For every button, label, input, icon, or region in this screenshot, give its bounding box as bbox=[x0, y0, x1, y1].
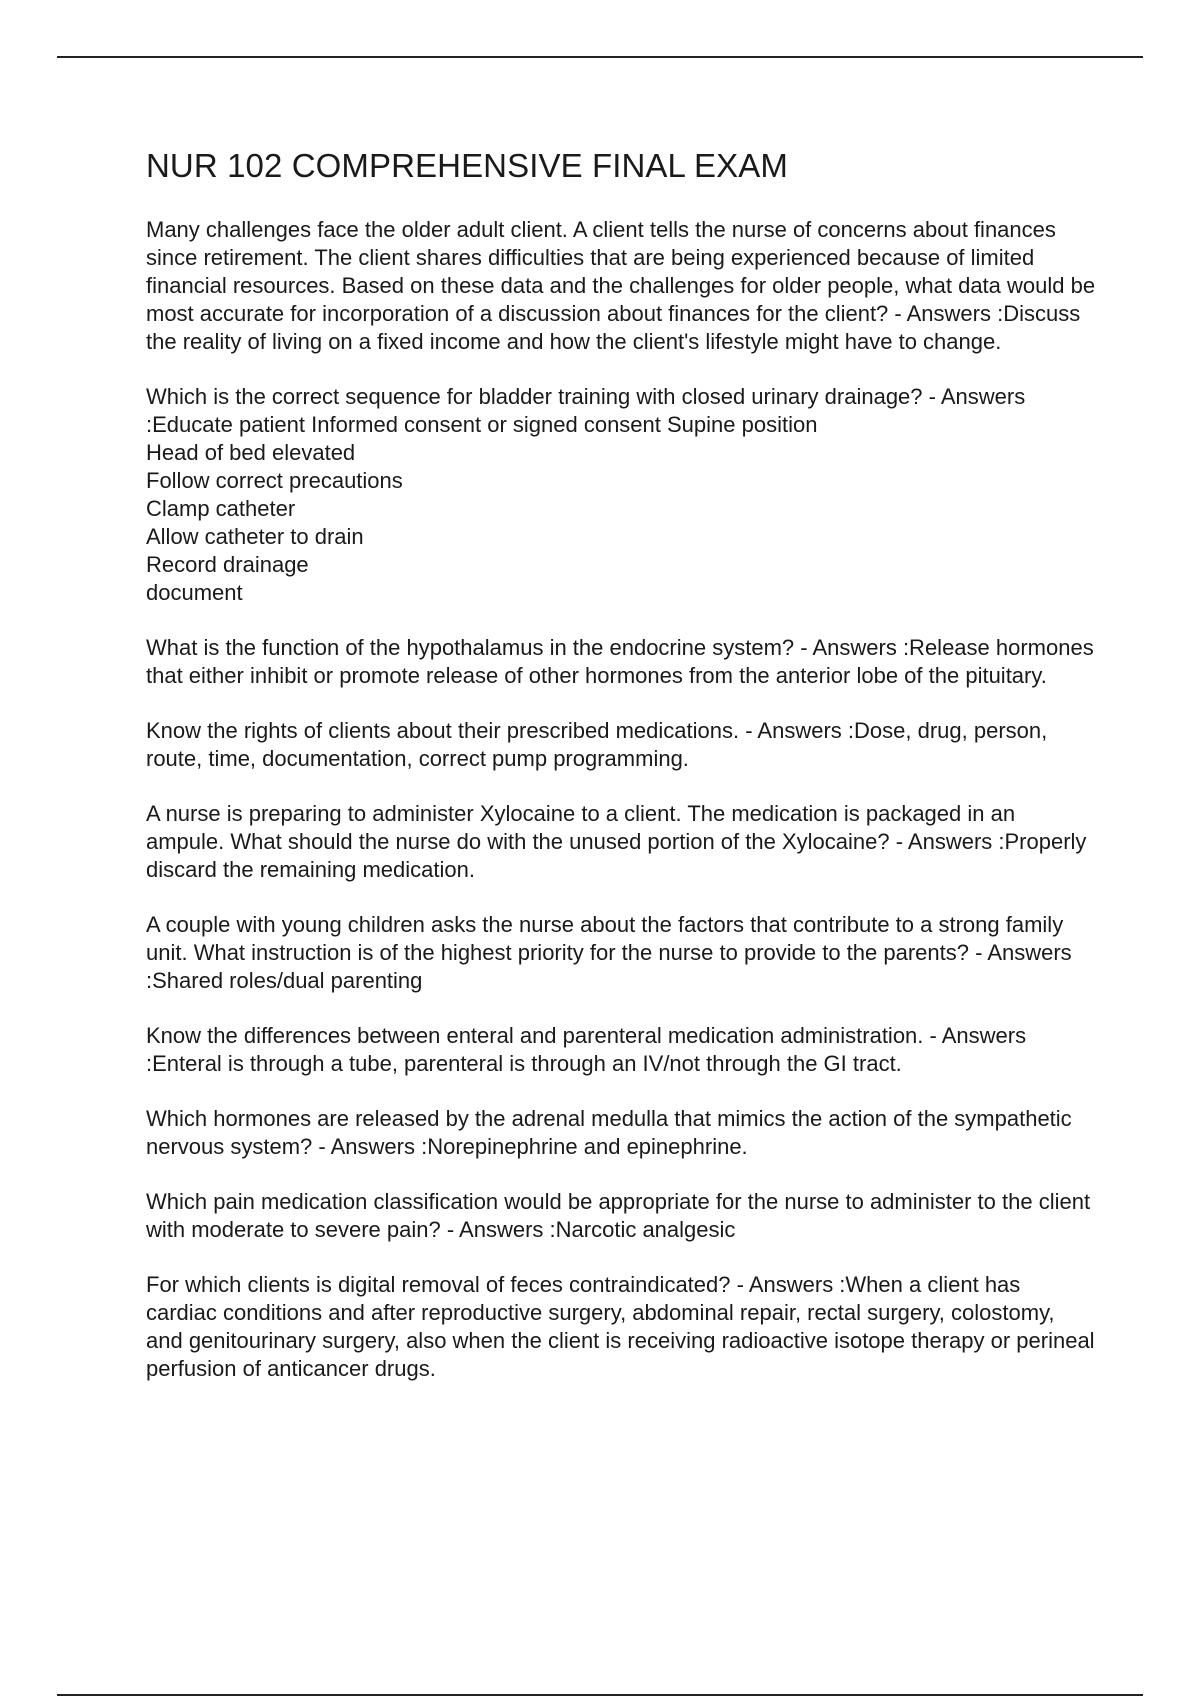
qa-item-5: A nurse is preparing to administer Xylocaine to a client. The medication is packaged in an ampule. What should the nurse do with the unused portion of the Xylocaine? - Answers :Properly discard the remaining medication. bbox=[146, 801, 1087, 882]
document-body bbox=[146, 140, 1096, 1410]
bottom-divider bbox=[57, 1694, 1143, 1696]
qa-item-8: Which hormones are released by the adrenal medulla that mimics the action of the sympathetic nervous system? - Answers :Norepinephrine and epinephrine. bbox=[146, 1106, 1072, 1159]
qa-item-6: A couple with young children asks the nurse about the factors that contribute to a strong family unit. What instruction is of the highest priority for the nurse to provide to the parents? - Answers :Shared roles/dual parenting bbox=[146, 912, 1072, 993]
qa-item-4: Know the rights of clients about their prescribed medications. - Answers :Dose, drug, person, route, time, documentation, correct pump programming. bbox=[146, 718, 1048, 771]
qa-item-3: What is the function of the hypothalamus in the endocrine system? - Answers :Release hormones that either inhibit or promote release of other hormones from the anterior lobe of the pituitary. bbox=[146, 635, 1094, 688]
qa-item-9: Which pain medication classification would be appropriate for the nurse to administer to the client with moderate to severe pain? - Answers :Narcotic analgesic bbox=[146, 1189, 1091, 1242]
qa-item-7: Know the differences between enteral and parenteral medication administration. - Answers :Enteral is through a tube, parenteral is through an IV/not through the GI tract. bbox=[146, 1023, 1027, 1076]
qa-item-1: Many challenges face the older adult client. A client tells the nurse of concerns about finances since retirement. The client shares difficulties that are being experienced because of limited financial resources. Based on these data and the challenges for older people, what data would be most accurate for incorporation of a discussion about finances for the client? - Answers :Discuss the reality of living on a fixed income and how the client's lifestyle might have to change. bbox=[146, 217, 1096, 354]
document-title: NUR 102 COMPREHENSIVE FINAL EXAM bbox=[146, 147, 788, 184]
top-divider bbox=[57, 56, 1143, 58]
qa-item-10: For which clients is digital removal of feces contraindicated? - Answers :When a client has cardiac conditions and after reproductive surgery, abdominal repair, rectal surgery, colostomy, and genitourinary surgery, also when the client is receiving radioactive isotope therapy or perineal perfusion of anticancer drugs. bbox=[146, 1272, 1095, 1381]
qa-item-2: Which is the correct sequence for bladder training with closed urinary drainage? - Answers :Educate patient Informed consent or signed consent Supine position Head of bed elevated Follow correct precautions Clamp catheter Allow catheter to drain Record drainage document bbox=[146, 384, 1026, 605]
